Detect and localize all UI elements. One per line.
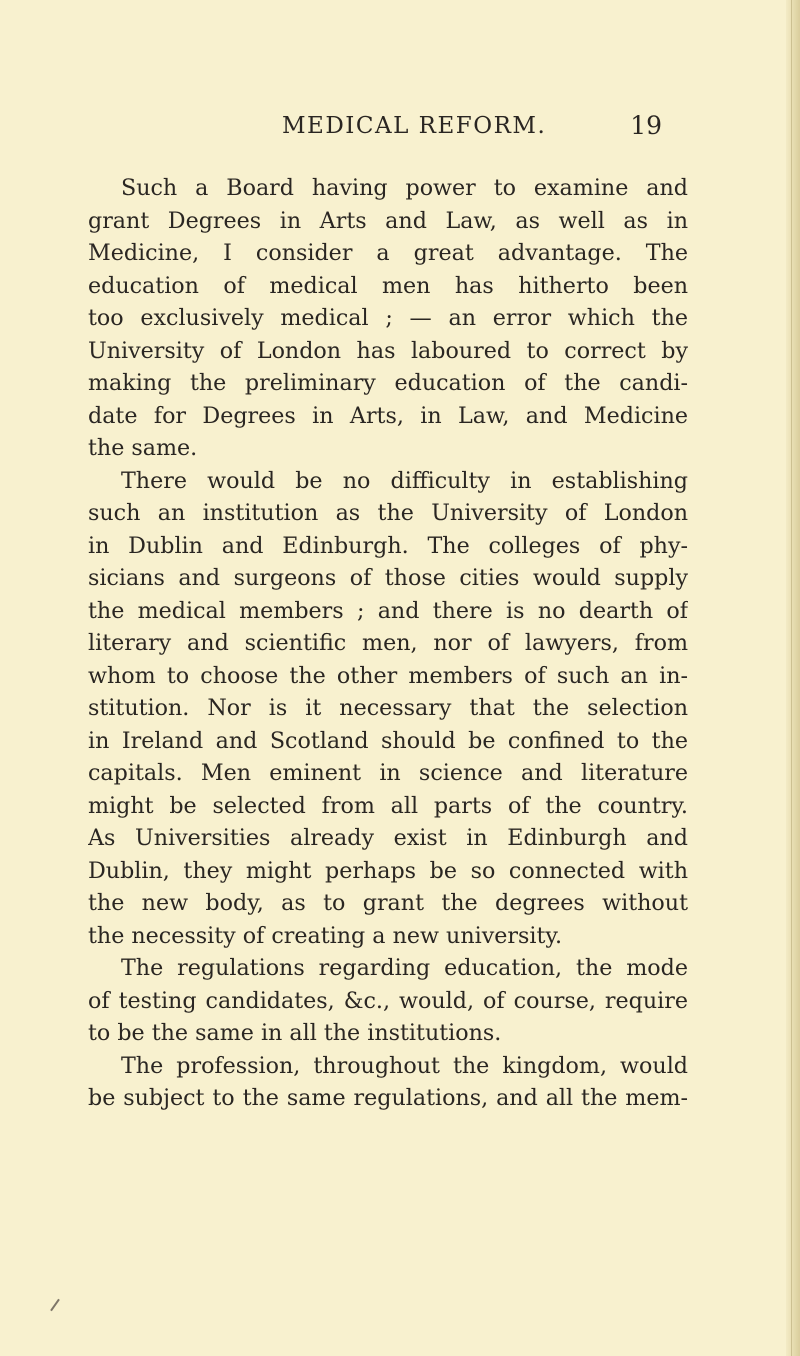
- paragraph-line: in Ireland and Scotland should be confined to the: [88, 727, 688, 754]
- paragraph-line: The regulations regarding education, the mode: [121, 955, 688, 981]
- paragraph-line: grant Degrees in Arts and Law, as well as in: [88, 207, 688, 234]
- page-edge-line: [791, 0, 792, 1356]
- paragraph-line: the medical members ; and there is no dearth of: [88, 597, 688, 624]
- paragraph-line: literary and scientific men, nor of lawyers, from: [88, 630, 688, 656]
- running-title: MEDICAL REFORM.: [282, 113, 547, 139]
- paragraph-line: Dublin, they might perhaps be so connected with: [88, 857, 688, 884]
- paragraph-line: As Universities already exist in Edinburgh and: [88, 825, 688, 851]
- paragraph-line: the same.: [88, 435, 198, 461]
- paragraph-line: Medicine, I consider a great advantage. The: [88, 240, 688, 266]
- paragraph-line: such an institution as the University of London: [88, 500, 688, 526]
- paragraph-line: date for Degrees in Arts, in Law, and Medicine: [88, 402, 688, 429]
- paragraph-line: too exclusively medical ; — an error which the: [88, 305, 688, 331]
- paragraph-line: to be the same in all the institutions.: [88, 1020, 502, 1046]
- paragraph-line: sicians and surgeons of those cities would supply: [88, 565, 688, 591]
- paragraph-line: stitution. Nor is it necessary that the selection: [88, 695, 688, 721]
- paragraph-line: the new body, as to grant the degrees without: [88, 890, 688, 916]
- paragraph-line: There would be no difficulty in establishing: [121, 467, 688, 494]
- paragraph-line: of testing candidates, &c., would, of course, require: [88, 987, 688, 1014]
- paragraph-line: capitals. Men eminent in science and literature: [88, 760, 688, 786]
- margin-tick-mark: [50, 1299, 60, 1312]
- paragraph-line: in Dublin and Edinburgh. The colleges of phy-: [88, 532, 688, 559]
- paragraph-line: might be selected from all parts of the country.: [88, 792, 688, 819]
- page-edge: [786, 0, 800, 1356]
- paragraph-line: The profession, throughout the kingdom, would: [121, 1052, 688, 1079]
- paragraph-line: be subject to the same regulations, and all the mem-: [88, 1085, 688, 1111]
- paragraph-line: the necessity of creating a new university.: [88, 922, 563, 949]
- paragraph-line: whom to choose the other members of such an in-: [88, 662, 688, 689]
- paragraph-line: University of London has laboured to correct by: [88, 337, 688, 364]
- running-head: [282, 108, 662, 144]
- body-text: [88, 172, 688, 1115]
- paragraph-line: making the preliminary education of the candi-: [88, 370, 688, 396]
- paragraph-line: Such a Board having power to examine and: [121, 175, 688, 201]
- page-number: 19: [630, 111, 662, 140]
- paragraph-line: education of medical men has hitherto been: [88, 272, 688, 299]
